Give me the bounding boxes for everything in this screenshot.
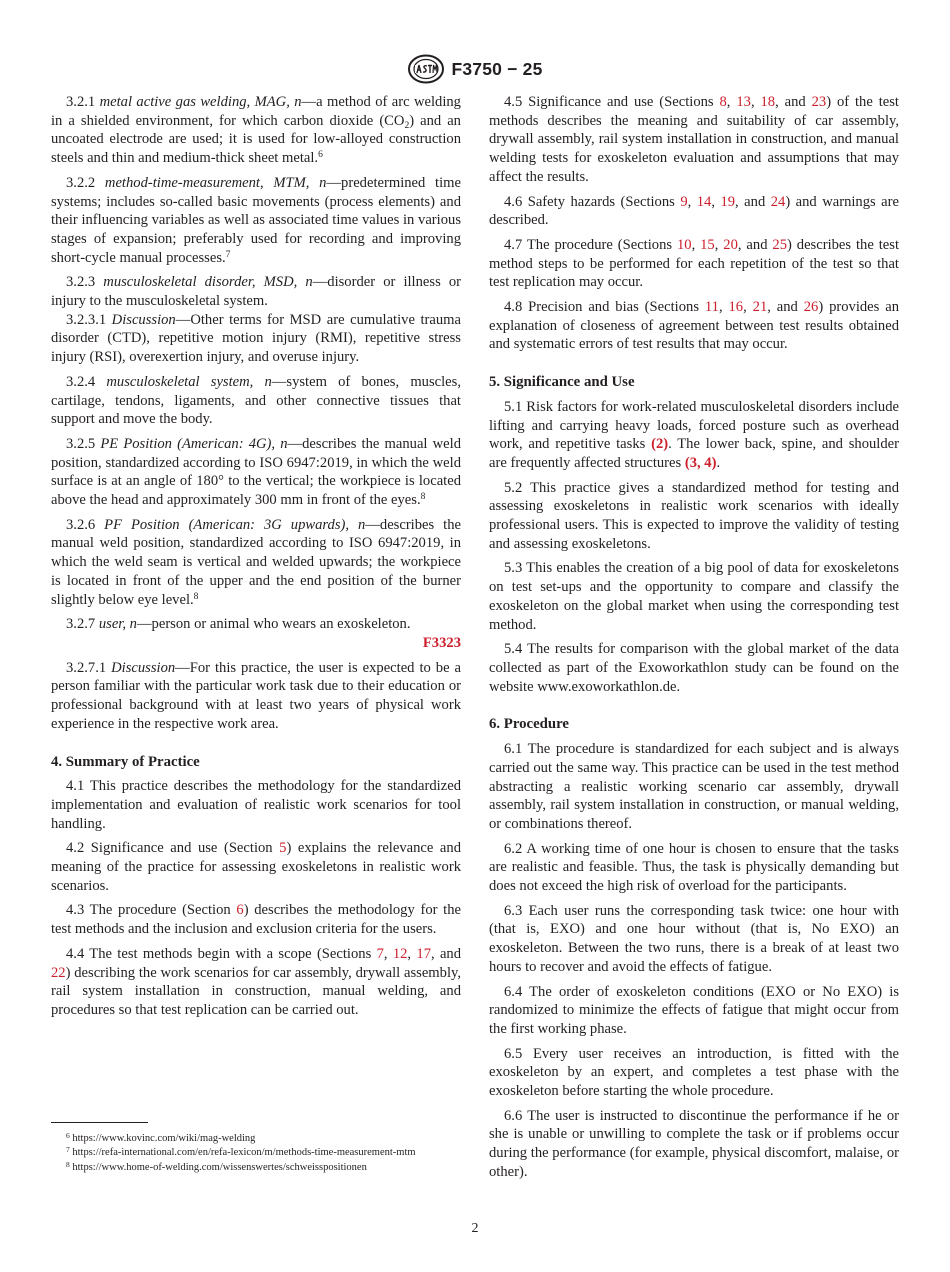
- footnote-ref: 8: [193, 591, 199, 602]
- footnote-ref: 7: [225, 249, 231, 260]
- footnote-ref: 6: [318, 150, 323, 161]
- right-column: [489, 93, 899, 1188]
- astm-logo-icon: [407, 54, 445, 84]
- section-link[interactable]: 10: [676, 236, 692, 253]
- footnote-6: $^6$ https://www.kovinc.com/wiki/mag-welding: [66, 1131, 256, 1144]
- section-link[interactable]: 14: [696, 193, 712, 210]
- paragraph-5-3: 5.3 This enables the creation of a big pool of data for exoskeletons on test set-ups and the opportunity to compare and classify the exoskeleton on the global market when using the corresponding test method.: [489, 560, 899, 633]
- section-link[interactable]: 9: [680, 193, 688, 210]
- left-column: [51, 93, 461, 1026]
- section-link[interactable]: 23: [811, 94, 827, 110]
- discussion-3-2-3-1: 3.2.3.1 Discussion—Other terms for MSD are cumulative trauma disorder (CTD), repetitive motion injury (RMI), repetitive stress injury (RSI), overexertion injury, and overuse injury.: [51, 311, 461, 366]
- page-header: [0, 54, 950, 84]
- section-link[interactable]: 20: [723, 236, 738, 253]
- paragraph-4-2: 4.2 Significance and use (Section 5) explains the relevance and meaning of the practice for assessing exoskeletons in realistic work scenarios.: [51, 840, 461, 894]
- section-6-heading: 6. Procedure: [489, 716, 569, 733]
- footnote-7: $^7$ https://refa-international.com/en/refa-lexicon/m/methods-time-measurement-mtm: [66, 1145, 416, 1159]
- paragraph-6-1: 6.1 The procedure is standardized for each subject and is always carried out the same way. This practice can be used in the test method abstracting a realistic working scenario car assembly, drywall assembly, rail system installation in construction, or manual welding, or combinations thereof.: [489, 741, 899, 832]
- section-link[interactable]: 25: [772, 236, 788, 253]
- section-link[interactable]: 15: [700, 236, 715, 253]
- paragraph-4-3: 4.3 The procedure (Section 6) describes the methodology for the test methods and the inclusion and exclusion criteria for the users.: [51, 902, 462, 938]
- paragraph-6-4: 6.4 The order of exoskeleton conditions (EXO or No EXO) is randomized to minimize the effects of fatigue that might occur from the first working phase.: [489, 983, 899, 1037]
- section-5-heading: 5. Significance and Use: [489, 374, 635, 391]
- footnote-url[interactable]: https://www.kovinc.com/wiki/mag-welding: [72, 1133, 256, 1144]
- paragraph-4-6: 4.6 Safety hazards (Sections 9, 14, 19, and 24) and warnings are described.: [489, 193, 899, 229]
- section-link[interactable]: 17: [416, 945, 431, 962]
- citation-link[interactable]: (3, 4): [684, 454, 717, 471]
- paragraph-4-8: 4.8 Precision and bias (Sections 11, 16, 21, and 26) provides an explanation of closeness of agreement between test results obtained and systematic errors of test results that may occur.: [489, 299, 899, 353]
- paragraph-6-2: 6.2 A working time of one hour is chosen to ensure that the tasks are realistic and feasible. Thus, the task is physically demanding but does not exceed the high risk of overload for the participants.: [489, 840, 899, 895]
- paragraph-4-7: 4.7 The procedure (Sections 10, 15, 20, and 25) describes the test method steps to be performed for each repetition of the test so that test replication may occur.: [489, 236, 899, 291]
- discussion-3-2-7-1: 3.2.7.1 Discussion—For this practice, the user is expected to be a person familiar with the particular work task due to their education or professional background with at least two years of physical work experience in the respective work area.: [51, 659, 461, 732]
- definition-3-2-3: 3.2.3 musculoskeletal disorder, MSD, n—disorder or illness or injury to the musculoskeletal system.: [51, 274, 461, 310]
- section-link[interactable]: 18: [760, 94, 776, 110]
- definition-3-2-6: 3.2.6 PF Position (American: 3G upwards), n—describes the manual weld position, standardized according to ISO 6947:2019, in which the weld seam is vertical and welded upwards; the workpiece is located in front of the upper and the end position of the burner slightly below eye level.$^8$: [51, 516, 461, 608]
- section-link[interactable]: 5: [279, 840, 287, 857]
- designation: F3750 − 25: [451, 58, 543, 79]
- standard-reference-link[interactable]: F3323: [422, 634, 461, 651]
- section-link[interactable]: 19: [720, 193, 736, 210]
- paragraph-4-4: 4.4 The test methods begin with a scope (Sections 7, 12, 17, and 22) describing the work scenarios for car assembly, drywall assembly, rail system installation in construction, manual welding, and procedures so that test replication can be carried out.: [51, 945, 462, 1018]
- section-link[interactable]: 11: [704, 299, 719, 316]
- section-link[interactable]: 16: [728, 299, 744, 316]
- footnote-8: $^8$ https://www.home-of-welding.com/wissenswertes/schweisspositionen: [66, 1159, 367, 1173]
- paragraph-5-1: 5.1 Risk factors for work-related musculoskeletal disorders include lifting and carrying heavy loads, forced posture such as overhead work, and repetitive tasks (2). The lower back, spine, and shoulder are frequently affected structures (3, 4).: [489, 398, 899, 471]
- definition-3-2-2: 3.2.2 method-time-measurement, MTM, n—predetermined time systems; includes so-called basic movements (process elements) and their influencing variables as well as associated time values in various stages of expansion; preferably used for recording and improving short-cycle manual processes.$^7$: [51, 174, 461, 266]
- paragraph-4-5: 4.5 Significance and use (Sections 8, 13, 18, and 23) of the test methods describes the meaning and suitability of car assembly, drywall assembly, rail system installation in construction, and manual welding tests for exoskeleton evaluation and assumptions that may affect the results.: [489, 94, 899, 185]
- footnote-url[interactable]: https://www.home-of-welding.com/wissenswertes/schweisspositionen: [72, 1161, 367, 1173]
- section-4-heading: 4. Summary of Practice: [51, 753, 200, 770]
- paragraph-6-3: 6.3 Each user runs the corresponding task twice: one hour with (that is, EXO) and one hour without (that is, No EXO) an exoskeleton. Between the two runs, there is a break of at least two hours to recover and avoid the effects of fatigue.: [489, 902, 899, 975]
- section-link[interactable]: 7: [376, 945, 384, 962]
- paragraph-5-4: 5.4 The results for comparison with the global market of the data collected as part of the Exoworkathlon study can be found on the website www.exoworkathlon.de.: [489, 641, 899, 695]
- definition-3-2-4: 3.2.4 musculoskeletal system, n—system of bones, muscles, cartilage, tendons, ligaments, and other connective tissues that support and move the body.: [51, 373, 461, 428]
- section-link[interactable]: 12: [392, 945, 408, 962]
- section-link[interactable]: 22: [51, 964, 66, 981]
- definition-3-2-5: 3.2.5 PE Position (American: 4G), n—describes the manual weld position, standardized according to ISO 6947:2019, in which the weld surface is at an angle of 180° to the vertical; the workpiece is located above the head and approximately 300 mm in front of the eyes.$^8$: [51, 435, 461, 509]
- footnote-divider: [51, 1122, 148, 1123]
- definition-3-2-7: 3.2.7 user, n—person or animal who wears an exoskeleton.: [66, 616, 411, 633]
- section-link[interactable]: 13: [736, 94, 751, 110]
- paragraph-6-6: 6.6 The user is instructed to discontinue the performance if he or she is unable or unwilling to complete the task or if problems occur during the performance (for example, physical discomfort, malaise, or other).: [489, 1107, 899, 1180]
- definition-3-2-1: 3.2.1 metal active gas welding, MAG, n—a method of arc welding in a shielded environment, for which carbon dioxide $(CO_2)$ and an uncoated electrode are used; it is used for low-alloyed construction steels and thin and medium-thick sheet metal.$^6$: [51, 94, 461, 167]
- footnote-url[interactable]: https://refa-international.com/en/refa-lexicon/m/methods-time-measurement-mtm: [72, 1147, 416, 1159]
- paragraph-4-1: 4.1 This practice describes the methodology for the standardized implementation and evaluation of realistic work scenarios for tool handling.: [51, 778, 461, 832]
- section-link[interactable]: 6: [236, 902, 244, 919]
- section-link[interactable]: 21: [752, 299, 768, 316]
- section-link[interactable]: 8: [719, 94, 727, 110]
- footnote-ref: 8: [420, 492, 426, 503]
- paragraph-6-5: 6.5 Every user receives an introduction, is fitted with the exoskeleton by an expert, and completes a test phase with the exoskeleton before starting the whole procedure.: [489, 1045, 899, 1100]
- citation-link[interactable]: (2): [651, 436, 669, 453]
- paragraph-5-2: 5.2 This practice gives a standardized method for testing and assessing exoskeletons in realistic work scenarios with ideally professional users. This is expected to improve the validity of testing and assessing exoskeletons.: [489, 479, 899, 552]
- footnotes: [51, 1132, 461, 1175]
- page-number: 2: [471, 1221, 479, 1236]
- section-link[interactable]: 24: [770, 193, 786, 210]
- section-link[interactable]: 26: [803, 299, 819, 316]
